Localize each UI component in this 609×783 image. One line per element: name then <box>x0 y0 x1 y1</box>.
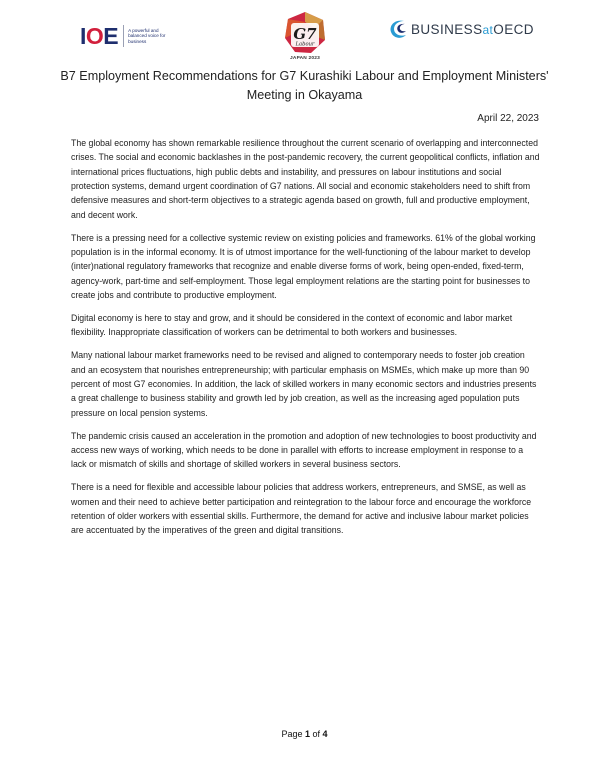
ioe-wordmark: IOE <box>80 23 119 49</box>
body-paragraph: The pandemic crisis caused an acceleration in the promotion and adoption of new technologies to boost productivity and access new ways of working, which needs to be done in parallel with efforts to increase employment in response to a lack or mismatch of skills and shortage of skilled workers in several business sectors. <box>71 430 537 470</box>
ioe-divider <box>123 25 124 47</box>
body-paragraph: Digital economy is here to stay and grow, and it should be considered in the context of economic and labor market flexibility. Inappropriate classification of workers can be detrimental to both workers and businesses. <box>71 312 513 338</box>
total-page-count: 4 <box>322 729 328 739</box>
g7-year-label: JAPAN 2023 <box>290 56 320 61</box>
business-at-oecd-wordmark: BUSINESSatOECD <box>411 21 534 37</box>
page-word: Page <box>281 729 303 739</box>
page-number-footer <box>0 729 609 739</box>
ioe-tagline: A powerful and balanced voice for business <box>128 27 166 44</box>
body-paragraph: There is a need for flexible and accessible labour policies that address workers, entrepreneurs, and SMSE, as well as women and their need to achieve better participation and reintegration to the labour force and encourage the workforce retention of older workers with essential skills. Furthermore, the demand for active and inclusive labour market policies are accentuated by the imperatives of the green and digital transitions. <box>71 482 532 536</box>
logo-header <box>0 10 609 66</box>
of-word: of <box>312 729 321 739</box>
oecd-swirl-icon <box>388 18 408 40</box>
svg-text:G7: G7 <box>293 25 317 43</box>
document-title: B7 Employment Recommendations for G7 Kurashiki Labour and Employment Ministers' Meeting in Okayama <box>60 69 549 102</box>
document-body <box>71 136 540 546</box>
svg-text:Labour: Labour <box>295 41 315 48</box>
current-page-number: 1 <box>304 729 310 739</box>
document-date: April 22, 2023 <box>477 113 539 124</box>
g7-emblem-icon <box>281 10 329 56</box>
ioe-logo <box>80 24 178 48</box>
body-paragraph: There is a pressing need for a collective systemic review on existing policies and frameworks. 61% of the global working population is in the informal economy. It is of utmost importance for the well-functioning of the labour market to develop (inter)national regulatory frameworks that recognize and enable diverse forms of work, being open-ended, fixed-term, agency-work, part-time and self-employment. Those legal employment relations are the starting point for businesses to create jobs and contribute to productive employment. <box>71 232 536 301</box>
business-at-oecd-logo <box>388 18 534 40</box>
g7-labour-logo <box>281 10 329 64</box>
body-paragraph: The global economy has shown remarkable resilience throughout the current scenario of overlapping and interconnected crises. The social and economic backlashes in the post-pandemic recovery, the current geopolitical conflicts, inflation and international prices fluctuations, high public debts and instability, and pressures on labour institutions and social protection systems, demand urgent coordination of G7 nations. All social and economic stakeholders need to shift from defensive measures and short-term objectives to a strategic agenda based on growth, full and productive employment, and decent work. <box>71 138 540 220</box>
body-paragraph: Many national labour market frameworks need to be revised and aligned to contemporary needs to foster job creation and an ecosystem that nourishes entrepreneurship; with particular emphasis on MSMEs, which make up more than 90 percent of most G7 economies. In addition, the lack of skilled workers in many economic sectors and industries presents a great challenge to business stability and growth led by job creation, as well as the increasing aged population puts pressure on local pension systems. <box>71 350 537 418</box>
